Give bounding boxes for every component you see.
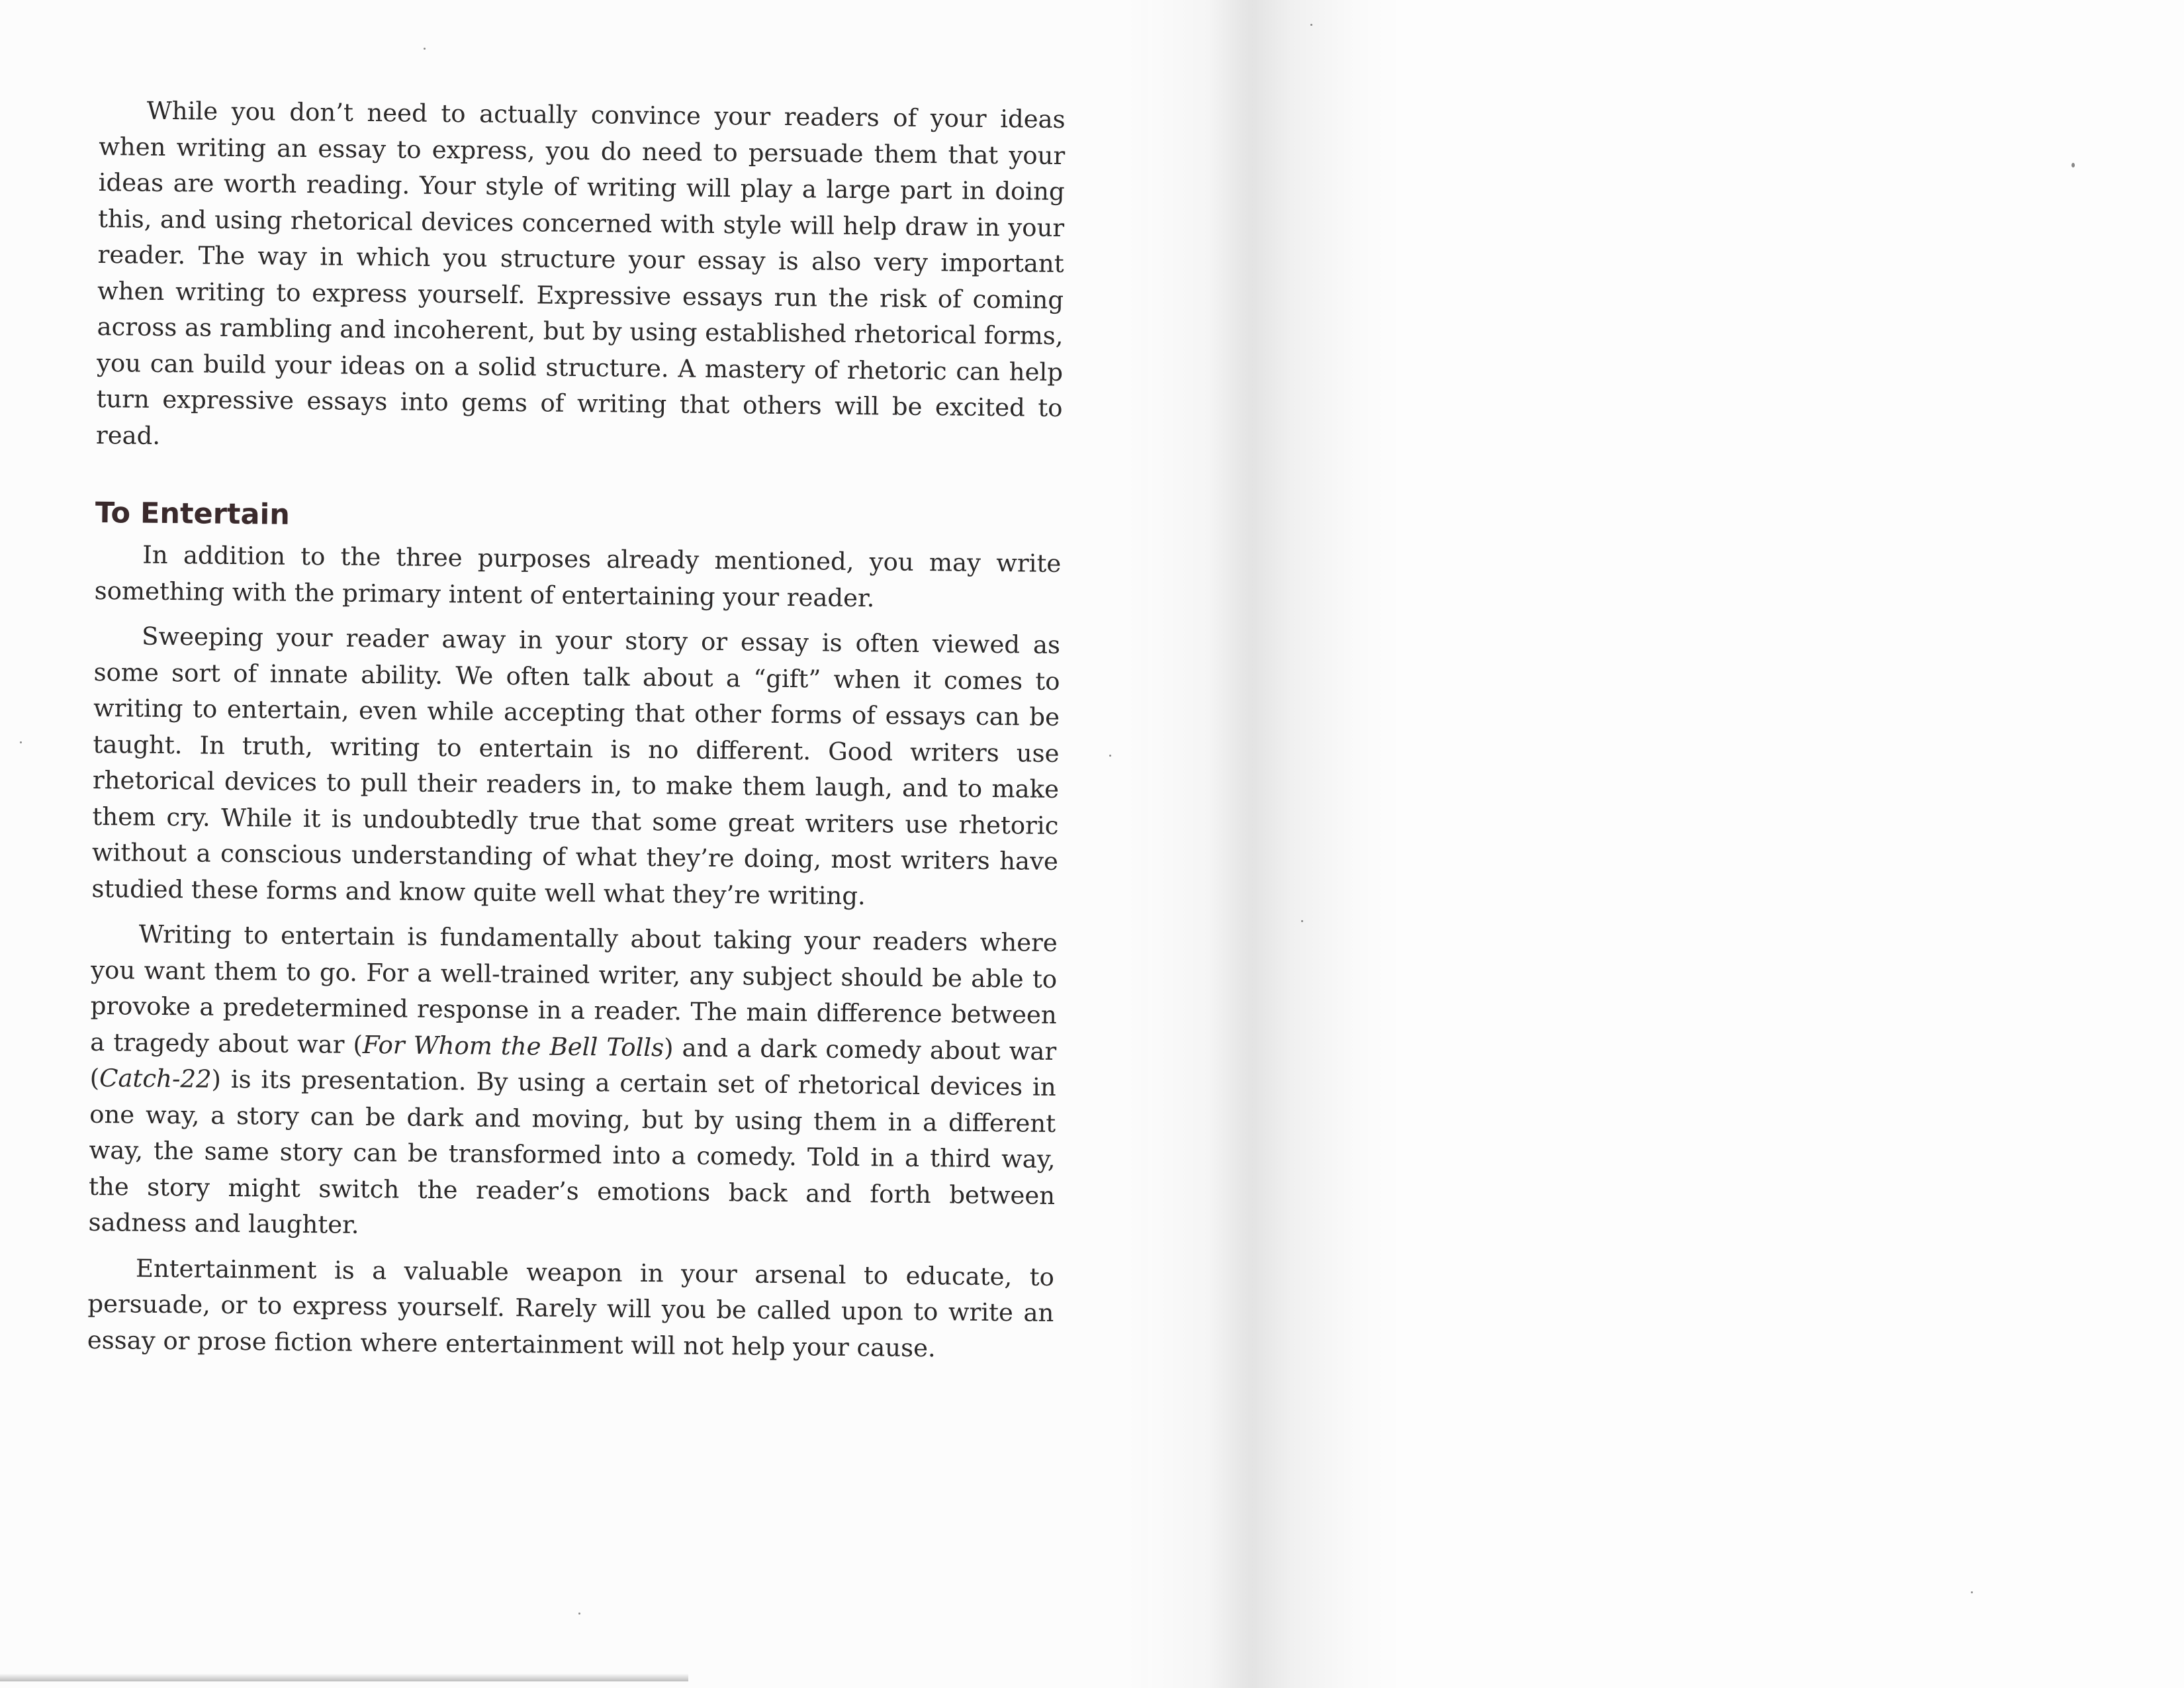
book-title: Catch-22 bbox=[99, 1064, 212, 1094]
scan-speck bbox=[1310, 24, 1312, 26]
scan-speck bbox=[424, 48, 426, 50]
section-heading: To Entertain bbox=[95, 496, 291, 532]
paragraph-text-part: ) is its presentation. By using a certain set of rhetorical devices in one way, a story can be dark and moving, but by using them in a different way, the same story can be transformed into a comedy. Told in a third way, the story might switch the reader’s emotions back and forth between sadness and laughter. bbox=[88, 1064, 1056, 1239]
paragraph-gift: Sweeping your reader away in your story or essay is often viewed as some sort of innate ability. We often talk about a “gift” when it comes to writing to entertain, even while accepting that other forms of essays can be taught. In truth, writing to entertain is no different. Good writers use rhetorical devices to pull their readers in, to make them laugh, and to make them cry. While it is undoubtedly true that some great writers use rhetoric without a conscious understanding of what they’re doing, most writers have studied these forms and know quite well what they’re writing. bbox=[91, 622, 1061, 910]
scan-speck bbox=[1301, 920, 1303, 922]
page-text bbox=[87, 93, 1066, 1377]
paragraph-text-part: Writing to entertain is fundamentally about taking your readers where you want them to go. For a well-trained writer, any subject should be able to provoke a predetermined response in a reader. The main difference between a tragedy about war ( bbox=[90, 919, 1058, 1059]
paragraph-conclusion: Entertainment is a valuable weapon in your arsenal to educate, to persuade, or to express yourself. Rarely will you be called upon to write an essay or prose fiction where entertainment will not help your cause. bbox=[87, 1254, 1055, 1362]
paragraph-express: While you don’t need to actually convince your readers of your ideas when writing an essay to express, you do need to persuade them that your ideas are worth reading. Your style of writing will play a large part in doing this, and using rhetorical devices concerned with style will help draw in your reader. The way in which you structure your essay is also very important when writing to express yourself. Expressive essays run the risk of coming across as rambling and incoherent, but by using established rhetorical forms, you can build your ideas on a solid structure. A mastery of rhetoric can help turn expressive essays into gems of writing that others will be excited to read. bbox=[95, 96, 1066, 450]
paragraph-text-part: ) and a dark comedy about war ( bbox=[89, 1033, 1057, 1093]
paragraph-intro: In addition to the three purposes already mentioned, you may write something with the primary intent of entertaining your reader. bbox=[94, 540, 1062, 612]
book-title: For Whom the Bell Tolls bbox=[362, 1030, 664, 1062]
scan-speck bbox=[578, 1613, 580, 1615]
page-edge-shadow bbox=[0, 1673, 688, 1681]
scan-speck bbox=[1109, 755, 1111, 757]
scan-speck bbox=[20, 741, 22, 743]
right-page-blank bbox=[1148, 0, 2184, 1688]
scan-speck bbox=[1971, 1591, 1973, 1593]
scan-speck bbox=[2071, 163, 2075, 167]
paragraph-presentation bbox=[88, 916, 1058, 1250]
